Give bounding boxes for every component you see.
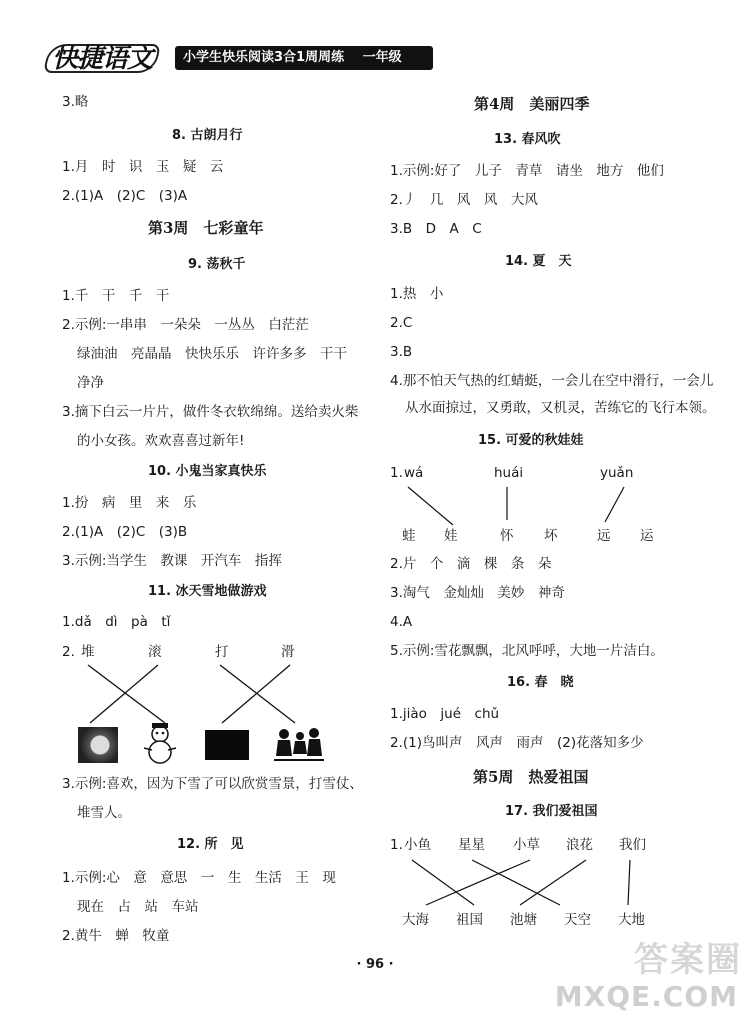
section-title: 13. 春风吹 [494,132,561,147]
answer-line: 堆雪人。 [77,805,131,821]
section-title: 16. 春 晓 [507,675,574,690]
answer-line: 3.B [390,344,413,360]
grade-label: 一年级 [362,50,402,65]
answer-line: 2.(1)A (2)C (3)B [62,524,188,540]
match-line [520,860,586,905]
answer-line: 1.月 时 识 玉 疑 云 [62,159,224,175]
match-char: 娃 [444,528,458,544]
answer-line: 3.示例:喜欢，因为下雪了可以欣赏雪景，打雪仗、 [62,776,363,792]
answer-line: 3.B D A C [390,221,482,237]
answer-line: 1. [390,837,403,853]
week-title: 第4周 美丽四季 [474,95,590,113]
match-line [408,487,453,525]
match-word: 天空 [564,912,591,928]
week-title: 第5周 热爱祖国 [473,768,589,786]
match-line [605,487,624,522]
answer-line: 2.黄牛 蝉 牧童 [62,928,170,944]
answer-line: 4.那不怕天气热的红蜻蜓，一会儿在空中滑行，一会儿 [390,373,714,389]
match-word: 小鱼 [404,837,431,853]
answer-line: 净净 [77,375,104,391]
match-word: 星星 [458,837,485,853]
answer-line: 1.jiào jué chǔ [390,706,500,722]
match-word: 浪花 [566,837,593,853]
answer-line: 1.千 干 千 干 [62,288,170,304]
answer-line: 3.淘气 金灿灿 美妙 神奇 [390,585,565,601]
match-line [628,860,630,905]
pinyin: yuǎn [600,465,634,481]
answer-line: 3.摘下白云一片片，做件冬衣软绵绵。送给卖火柴 [62,404,359,420]
section-title: 11. 冰天雪地做游戏 [148,584,267,599]
match-word: 祖国 [456,912,483,928]
match-word: 小草 [513,837,540,853]
match-char: 怀 [500,528,514,544]
match-word: 我们 [619,837,646,853]
answer-line: 3.略 [62,94,89,110]
answer-line: 的小女孩。欢欢喜喜过新年! [77,433,245,449]
match-word: 打 [215,644,229,660]
section-title: 12. 所 见 [177,837,244,852]
sledding-image [274,724,324,764]
match-char: 蛙 [402,528,416,544]
match-word: 池塘 [510,912,537,928]
match-word: 大地 [618,912,645,928]
answer-line: 1.dǎ dì pà tǐ [62,614,171,630]
page-number: · 96 · [356,957,394,972]
answer-line: 1. [390,465,403,481]
match-word: 滚 [148,644,162,660]
match-word: 堆 [81,644,95,660]
answer-line: 2.C [390,315,413,331]
answer-line: 1.示例:心 意 意思 一 生 生活 王 现 [62,870,336,886]
match-line [472,860,560,905]
pinyin: huái [494,465,524,481]
match-line [426,860,530,905]
watermark-url: MXQE.COM [554,980,738,1013]
answer-line: 2.丿 几 风 风 大风 [390,192,538,208]
pinyin: wá [404,465,424,481]
watermark-logo: 答案圈 [634,940,742,980]
section-title: 15. 可爱的秋娃娃 [478,433,584,448]
week-title: 第3周 七彩童年 [148,219,264,237]
section-title: 10. 小鬼当家真快乐 [148,464,267,479]
answer-line: 绿油油 亮晶晶 快快乐乐 许许多多 干干 [77,346,347,362]
snowball-fight-image [205,730,249,760]
answer-line: 2.(1)A (2)C (3)A [62,188,188,204]
match-char: 远 [597,528,611,544]
answer-line: 2.片 个 滴 棵 条 朵 [390,556,552,572]
answer-line: 2.(1)鸟叫声 风声 雨声 (2)花落知多少 [390,735,644,751]
answer-line: 5.示例:雪花飘飘，北风呼呼，大地一片洁白。 [390,643,664,659]
section-title: 8. 古朗月行 [172,128,243,143]
match-word: 大海 [402,912,429,928]
answer-line: 1.热 小 [390,286,444,302]
book-logo: 快捷语文 [52,38,152,75]
match-word: 滑 [281,644,295,660]
match-char: 坏 [544,528,558,544]
section-title: 9. 荡秋千 [188,257,246,272]
answer-line: 4.A [390,614,413,630]
answer-line: 2. [62,644,75,660]
snowball-image [78,727,118,763]
answer-line: 3.示例:当学生 教课 开汽车 指挥 [62,553,282,569]
answer-line: 1.扮 病 里 来 乐 [62,495,197,511]
snowman-image [140,722,180,764]
series-subtitle: 小学生快乐阅读3合1周周练 [183,50,345,65]
answer-line: 从水面掠过，又勇敢，又机灵，苦练它的飞行本领。 [405,400,716,416]
section-title: 17. 我们爱祖国 [505,804,598,819]
answer-line: 1.示例:好了 儿子 青草 请坐 地方 他们 [390,163,664,179]
match-char: 运 [640,528,654,544]
answer-line: 现在 占 站 车站 [77,899,199,915]
section-title: 14. 夏 天 [505,254,572,269]
answer-line: 2.示例:一串串 一朵朵 一丛丛 白茫茫 [62,317,309,333]
